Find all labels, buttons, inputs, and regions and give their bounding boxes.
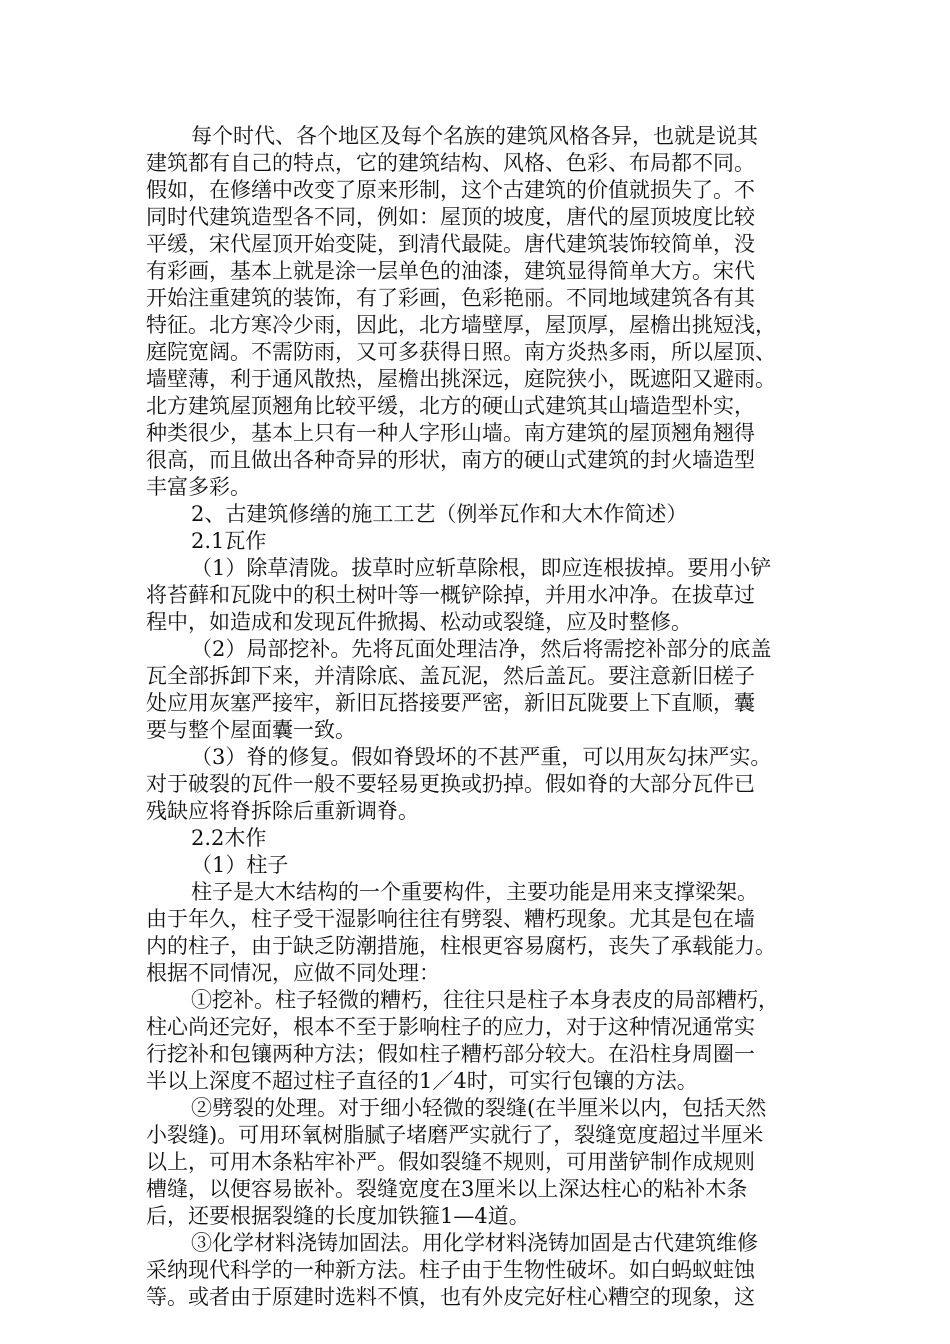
- text-line: 特征。北方寒冷少雨，因此，北方墙壁厚，屋顶厚，屋檐出挑短浅，: [146, 313, 776, 337]
- text-line: 同时代建筑造型各不同，例如：屋顶的坡度，唐代的屋顶坡度比较: [146, 205, 755, 229]
- text-line: 很高，而且做出各种奇异的形状，南方的硬山式建筑的封火墙造型: [146, 448, 755, 472]
- text-line: 丰富多彩。: [146, 475, 251, 499]
- text-line: 开始注重建筑的装饰，有了彩画，色彩艳丽。不同地域建筑各有其: [146, 286, 755, 310]
- text-line: 墙壁薄，利于通风散热，屋檐出挑深远，庭院狭小，既遮阳又避雨。: [146, 367, 776, 391]
- text-line: 柱心尚还完好，根本不至于影响柱子的应力，对于这种情况通常实: [146, 1015, 755, 1039]
- text-line: 小裂缝)。可用环氧树脂腻子堵磨严实就行了，裂缝宽度超过半厘米: [146, 1123, 764, 1147]
- section-heading: 2、古建筑修缮的施工工艺（例举瓦作和大木作简述）: [191, 502, 688, 526]
- text-line: 程中，如造成和发现瓦件掀揭、松动或裂缝，应及时整修。: [146, 610, 692, 634]
- text-line: 等。或者由于原建时选料不慎，也有外皮完好柱心糟空的现象，这: [146, 1285, 755, 1309]
- subsection-heading: 2.2木作: [191, 826, 267, 850]
- text-line: 建筑都有自己的特点，它的建筑结构、风格、色彩、布局都不同。: [146, 151, 755, 175]
- text-line: 每个时代、各个地区及每个名族的建筑风格各异，也就是说其: [191, 124, 758, 148]
- text-line: 处应用灰塞严接牢，新旧瓦搭接要严密，新旧瓦陇要上下直顺，囊: [146, 691, 755, 715]
- text-line: （2）局部挖补。先将瓦面处理洁净，然后将需挖补部分的底盖: [191, 637, 772, 661]
- text-line: 平缓，宋代屋顶开始变陡，到清代最陡。唐代建筑装饰较简单，没: [146, 232, 755, 256]
- text-line: 以上，可用木条粘牢补严。假如裂缝不规则，可用凿铲制作成规则: [146, 1150, 755, 1174]
- text-line: ③化学材料浇铸加固法。用化学材料浇铸加固是古代建筑维修: [191, 1231, 758, 1255]
- text-line: 内的柱子，由于缺乏防潮措施，柱根更容易腐朽，丧失了承载能力。: [146, 934, 776, 958]
- text-line: 瓦全部拆卸下来，并清除底、盖瓦泥，然后盖瓦。要注意新旧槎子: [146, 664, 755, 688]
- text-line: 残缺应将脊拆除后重新调脊。: [146, 799, 419, 823]
- text-line: 有彩画，基本上就是涂一层单色的油漆，建筑显得简单大方。宋代: [146, 259, 755, 283]
- text-line: 根据不同情况，应做不同处理：: [146, 961, 440, 985]
- text-line: 对于破裂的瓦件一般不要轻易更换或扔掉。假如脊的大部分瓦件已: [146, 772, 755, 796]
- text-line: 要与整个屋面囊一致。: [146, 718, 356, 742]
- text-line: 后，还要根据裂缝的长度加铁箍1—4道。: [146, 1204, 530, 1228]
- text-line: （1）除草清陇。拔草时应斩草除根，即应连根拔掉。要用小铲: [191, 556, 772, 580]
- text-line: 采纳现代科学的一种新方法。柱子由于生物性破坏。如白蚂蚁蛀蚀: [146, 1258, 755, 1282]
- text-line: 假如，在修缮中改变了原来形制，这个古建筑的价值就损失了。不: [146, 178, 755, 202]
- text-line: 将苔藓和瓦陇中的积土树叶等一概铲除掉，并用水冲净。在拔草过: [146, 583, 755, 607]
- text-line: 行挖补和包镶两种方法；假如柱子糟朽部分较大。在沿柱身周圈一: [146, 1042, 755, 1066]
- subsection-heading: 2.1瓦作: [191, 529, 267, 553]
- text-line: 槽缝，以便容易嵌补。裂缝宽度在3厘米以上深达柱心的粘补木条: [146, 1177, 748, 1201]
- text-line: ②劈裂的处理。对于细小轻微的裂缝(在半厘米以内，包括天然: [191, 1096, 767, 1120]
- text-line: （3）脊的修复。假如脊毁坏的不甚严重，可以用灰勾抹严实。: [191, 745, 772, 769]
- text-line: ①挖补。柱子轻微的糟朽，往往只是柱子本身表皮的局部糟朽，: [191, 988, 779, 1012]
- item-heading: （1）柱子: [191, 853, 289, 877]
- text-line: 柱子是大木结构的一个重要构件，主要功能是用来支撑梁架。: [191, 880, 758, 904]
- text-line: 种类很少，基本上只有一种人字形山墙。南方建筑的屋顶翘角翘得: [146, 421, 755, 445]
- text-line: 庭院宽阔。不需防雨，又可多获得日照。南方炎热多雨，所以屋顶、: [146, 340, 776, 364]
- text-line: 半以上深度不超过柱子直径的1／4时，可实行包镶的方法。: [146, 1069, 698, 1093]
- text-line: 由于年久，柱子受干湿影响往往有劈裂、糟朽现象。尤其是包在墙: [146, 907, 755, 931]
- text-line: 北方建筑屋顶翘角比较平缓，北方的硬山式建筑其山墙造型朴实，: [146, 394, 755, 418]
